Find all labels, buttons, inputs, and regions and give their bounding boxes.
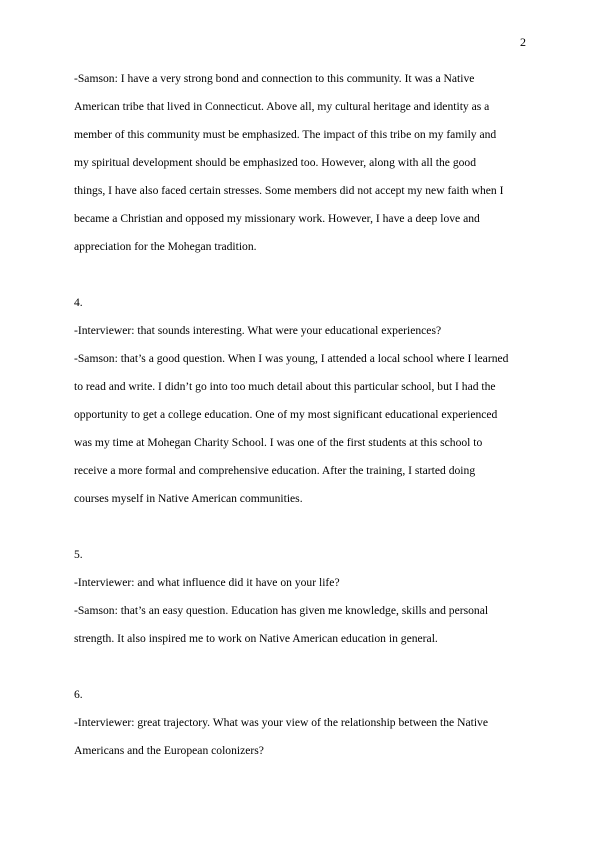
text-line: opportunity to get a college education. One of my most significant educational experienced	[74, 408, 498, 421]
text-line: member of this community must be emphasized. The impact of this tribe on my family and	[74, 128, 497, 141]
section-number: 4.	[74, 296, 83, 309]
text-line: -Interviewer: great trajectory. What was your view of the relationship between the Native	[74, 716, 488, 729]
spacer	[74, 513, 534, 541]
section-number: 5.	[74, 548, 83, 561]
text-line: became a Christian and opposed my missionary work. However, I have a deep love and	[74, 212, 480, 225]
section-6	[74, 681, 534, 765]
text-line: strength. It also inspired me to work on Native American education in general.	[74, 632, 438, 645]
spacer	[74, 261, 534, 289]
section-5	[74, 541, 534, 653]
text-line: -Samson: that’s an easy question. Education has given me knowledge, skills and personal	[74, 604, 489, 617]
paragraph-samson-community	[74, 65, 534, 261]
text-line: appreciation for the Mohegan tradition.	[74, 240, 257, 253]
spacer	[74, 653, 534, 681]
text-line: to read and write. I didn’t go into too much detail about this particular school, but I had the	[74, 380, 496, 393]
text-line: receive a more formal and comprehensive education. After the training, I started doing	[74, 464, 476, 477]
text-line: -Interviewer: and what influence did it have on your life?	[74, 576, 340, 589]
document-body	[74, 65, 534, 765]
text-line: courses myself in Native American communities.	[74, 492, 303, 505]
text-line: was my time at Mohegan Charity School. I was one of the first students at this school to	[74, 436, 483, 449]
text-line: -Interviewer: that sounds interesting. What were your educational experiences?	[74, 324, 442, 337]
text-line: my spiritual development should be emphasized too. However, along with all the good	[74, 156, 477, 169]
section-number: 6.	[74, 688, 83, 701]
text-line: -Samson: I have a very strong bond and connection to this community. It was a Native	[74, 72, 475, 85]
text-line: American tribe that lived in Connecticut. Above all, my cultural heritage and identity as a	[74, 100, 490, 113]
text-line: -Samson: that’s a good question. When I was young, I attended a local school where I learned	[74, 352, 509, 365]
page-number: 2	[520, 35, 526, 49]
section-4	[74, 289, 534, 513]
text-line: Americans and the European colonizers?	[74, 744, 264, 757]
text-line: things, I have also faced certain stresses. Some members did not accept my new faith when I	[74, 184, 504, 197]
